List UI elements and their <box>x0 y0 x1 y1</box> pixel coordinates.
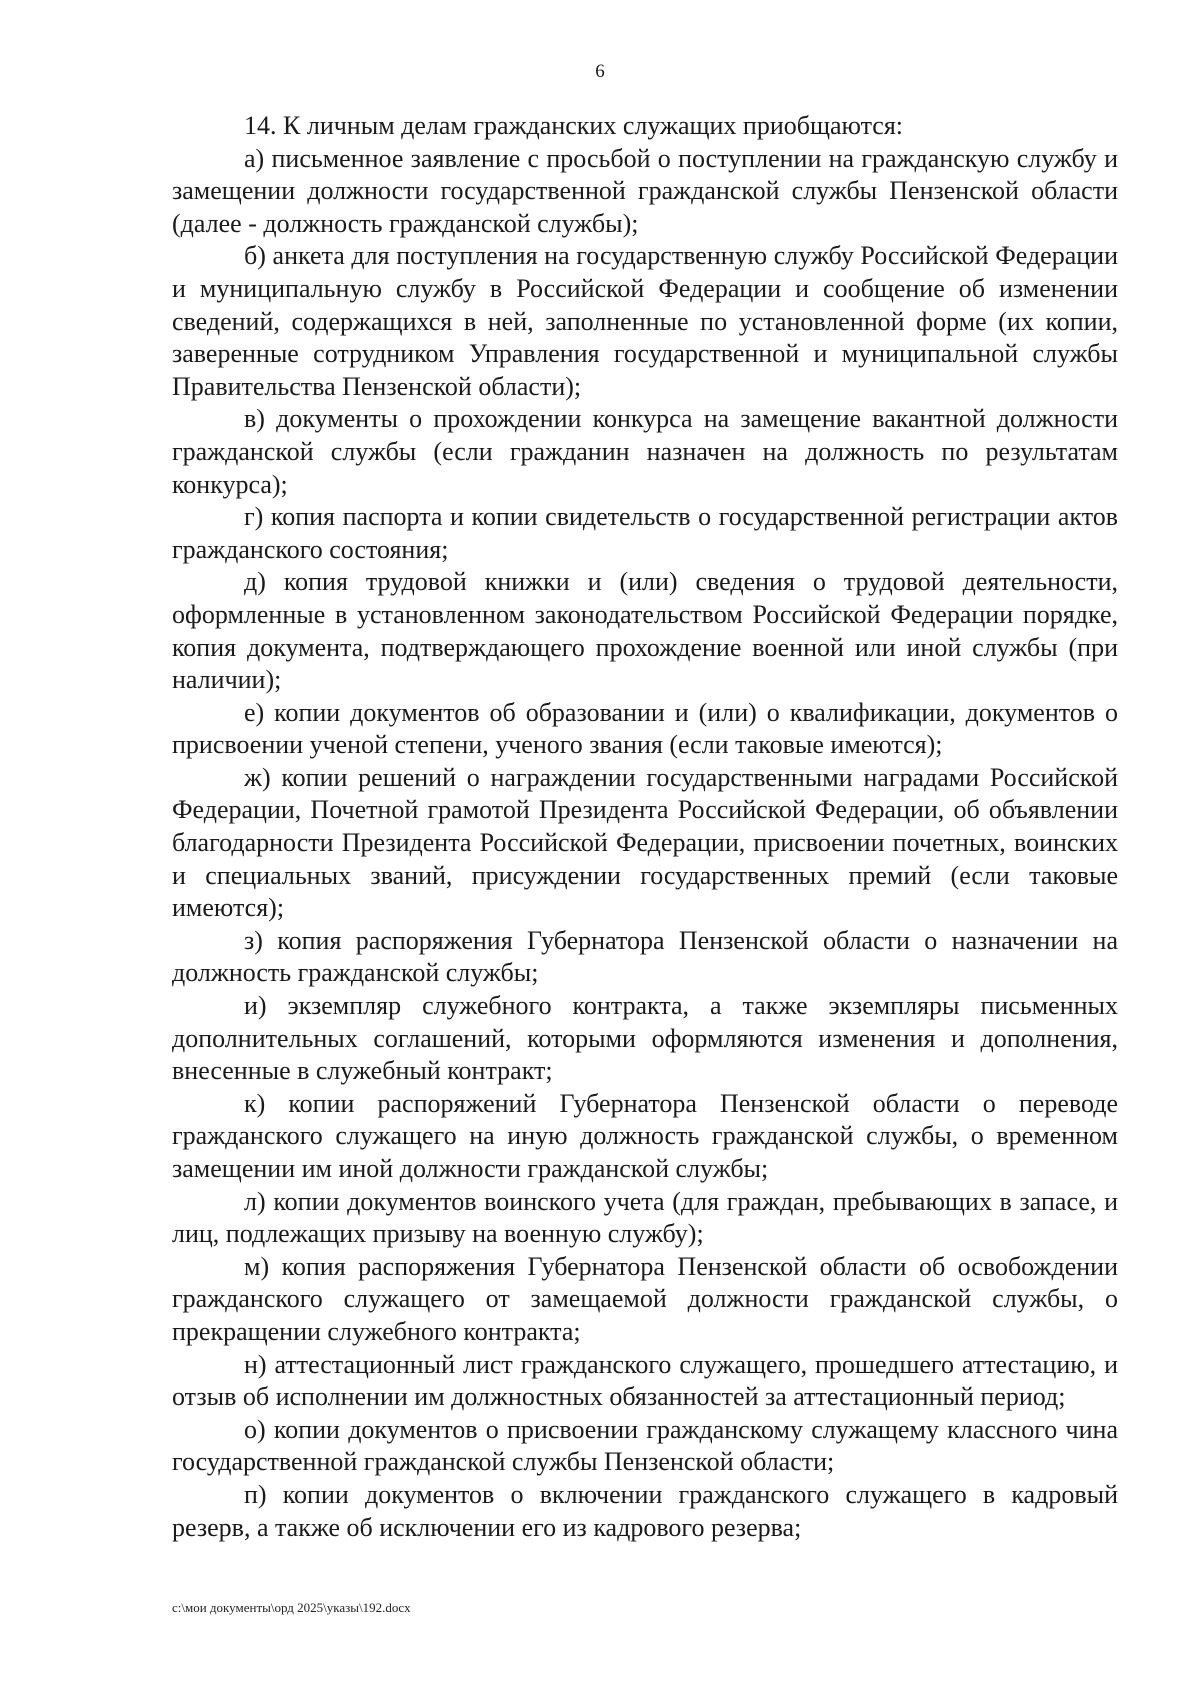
item-z: з) копия распоряжения Губернатора Пензенской области о назначении на должность гражданской службы; <box>172 925 1118 988</box>
item-p: п) копии документов о включении гражданского служащего в кадровый резерв, а также об исключении его из кадрового резерва; <box>172 1479 1118 1542</box>
item-a: а) письменное заявление с просьбой о поступлении на гражданскую службу и замещении должности государственной гражданской службы Пензенской области (далее - должность гражданской службы); <box>172 143 1118 238</box>
item-m: м) копия распоряжения Губернатора Пензенской области об освобождении гражданского служащего от замещаемой должности гражданской службы, о прекращении служебного контракта; <box>172 1251 1118 1346</box>
item-k: к) копии распоряжений Губернатора Пензенской области о переводе гражданского служащего на иную должность гражданской службы, о временном замещении им иной должности гражданской службы; <box>172 1088 1118 1183</box>
item-e: е) копии документов об образовании и (или) о квалификации, документов о присвоении ученой степени, ученого звания (если таковые имеются); <box>172 697 1118 760</box>
item-n: н) аттестационный лист гражданского служащего, прошедшего аттестацию, и отзыв об исполнении им должностных обязанностей за аттестационный период; <box>172 1349 1118 1412</box>
page-number: 6 <box>595 61 605 82</box>
item-g: г) копия паспорта и копии свидетельств о государственной регистрации актов гражданского состояния; <box>172 502 1118 564</box>
paragraph-14: 14. К личным делам гражданских служащих приобщаются: <box>244 111 904 140</box>
item-o: о) копии документов о присвоении гражданскому служащему классного чина государственной гражданской службы Пензенской области; <box>172 1414 1118 1477</box>
document-body <box>172 110 1118 1544</box>
item-v: в) документы о прохождении конкурса на замещение вакантной должности гражданской службы (если гражданин назначен на должность по результатам конкурса); <box>172 404 1118 499</box>
item-b: б) анкета для поступления на государственную службу Российской Федерации и муниципальную службу в Российской Федерации и сообщение об изменении сведений, содержащихся в ней, заполненные по установленной форме (их копии, заверенные сотрудником Управления государственной и муниципальной службы Правительства Пензенской области); <box>172 241 1118 401</box>
item-i: и) экземпляр служебного контракта, а также экземпляры письменных дополнительных соглашений, которыми оформляются изменения и дополнения, внесенные в служебный контракт; <box>172 991 1118 1086</box>
footer-file-path: c:\мои документы\орд 2025\указы\192.docx <box>172 1600 411 1615</box>
item-d: д) копия трудовой книжки и (или) сведения о трудовой деятельности, оформленные в установленном законодательством Российской Федерации порядке, копия документа, подтверждающего прохождение военной или иной службы (при наличии); <box>172 567 1118 695</box>
item-l: л) копии документов воинского учета (для граждан, пребывающих в запасе, и лиц, подлежащих призыву на военную службу); <box>172 1186 1118 1249</box>
item-zh: ж) копии решений о награждении государственными наградами Российской Федерации, Почетной грамотой Президента Российской Федерации, об объявлении благодарности Президента Российской Федерации, присвоении почетных, воинских и специальных званий, присуждении государственных премий (если таковые имеются); <box>172 762 1118 923</box>
